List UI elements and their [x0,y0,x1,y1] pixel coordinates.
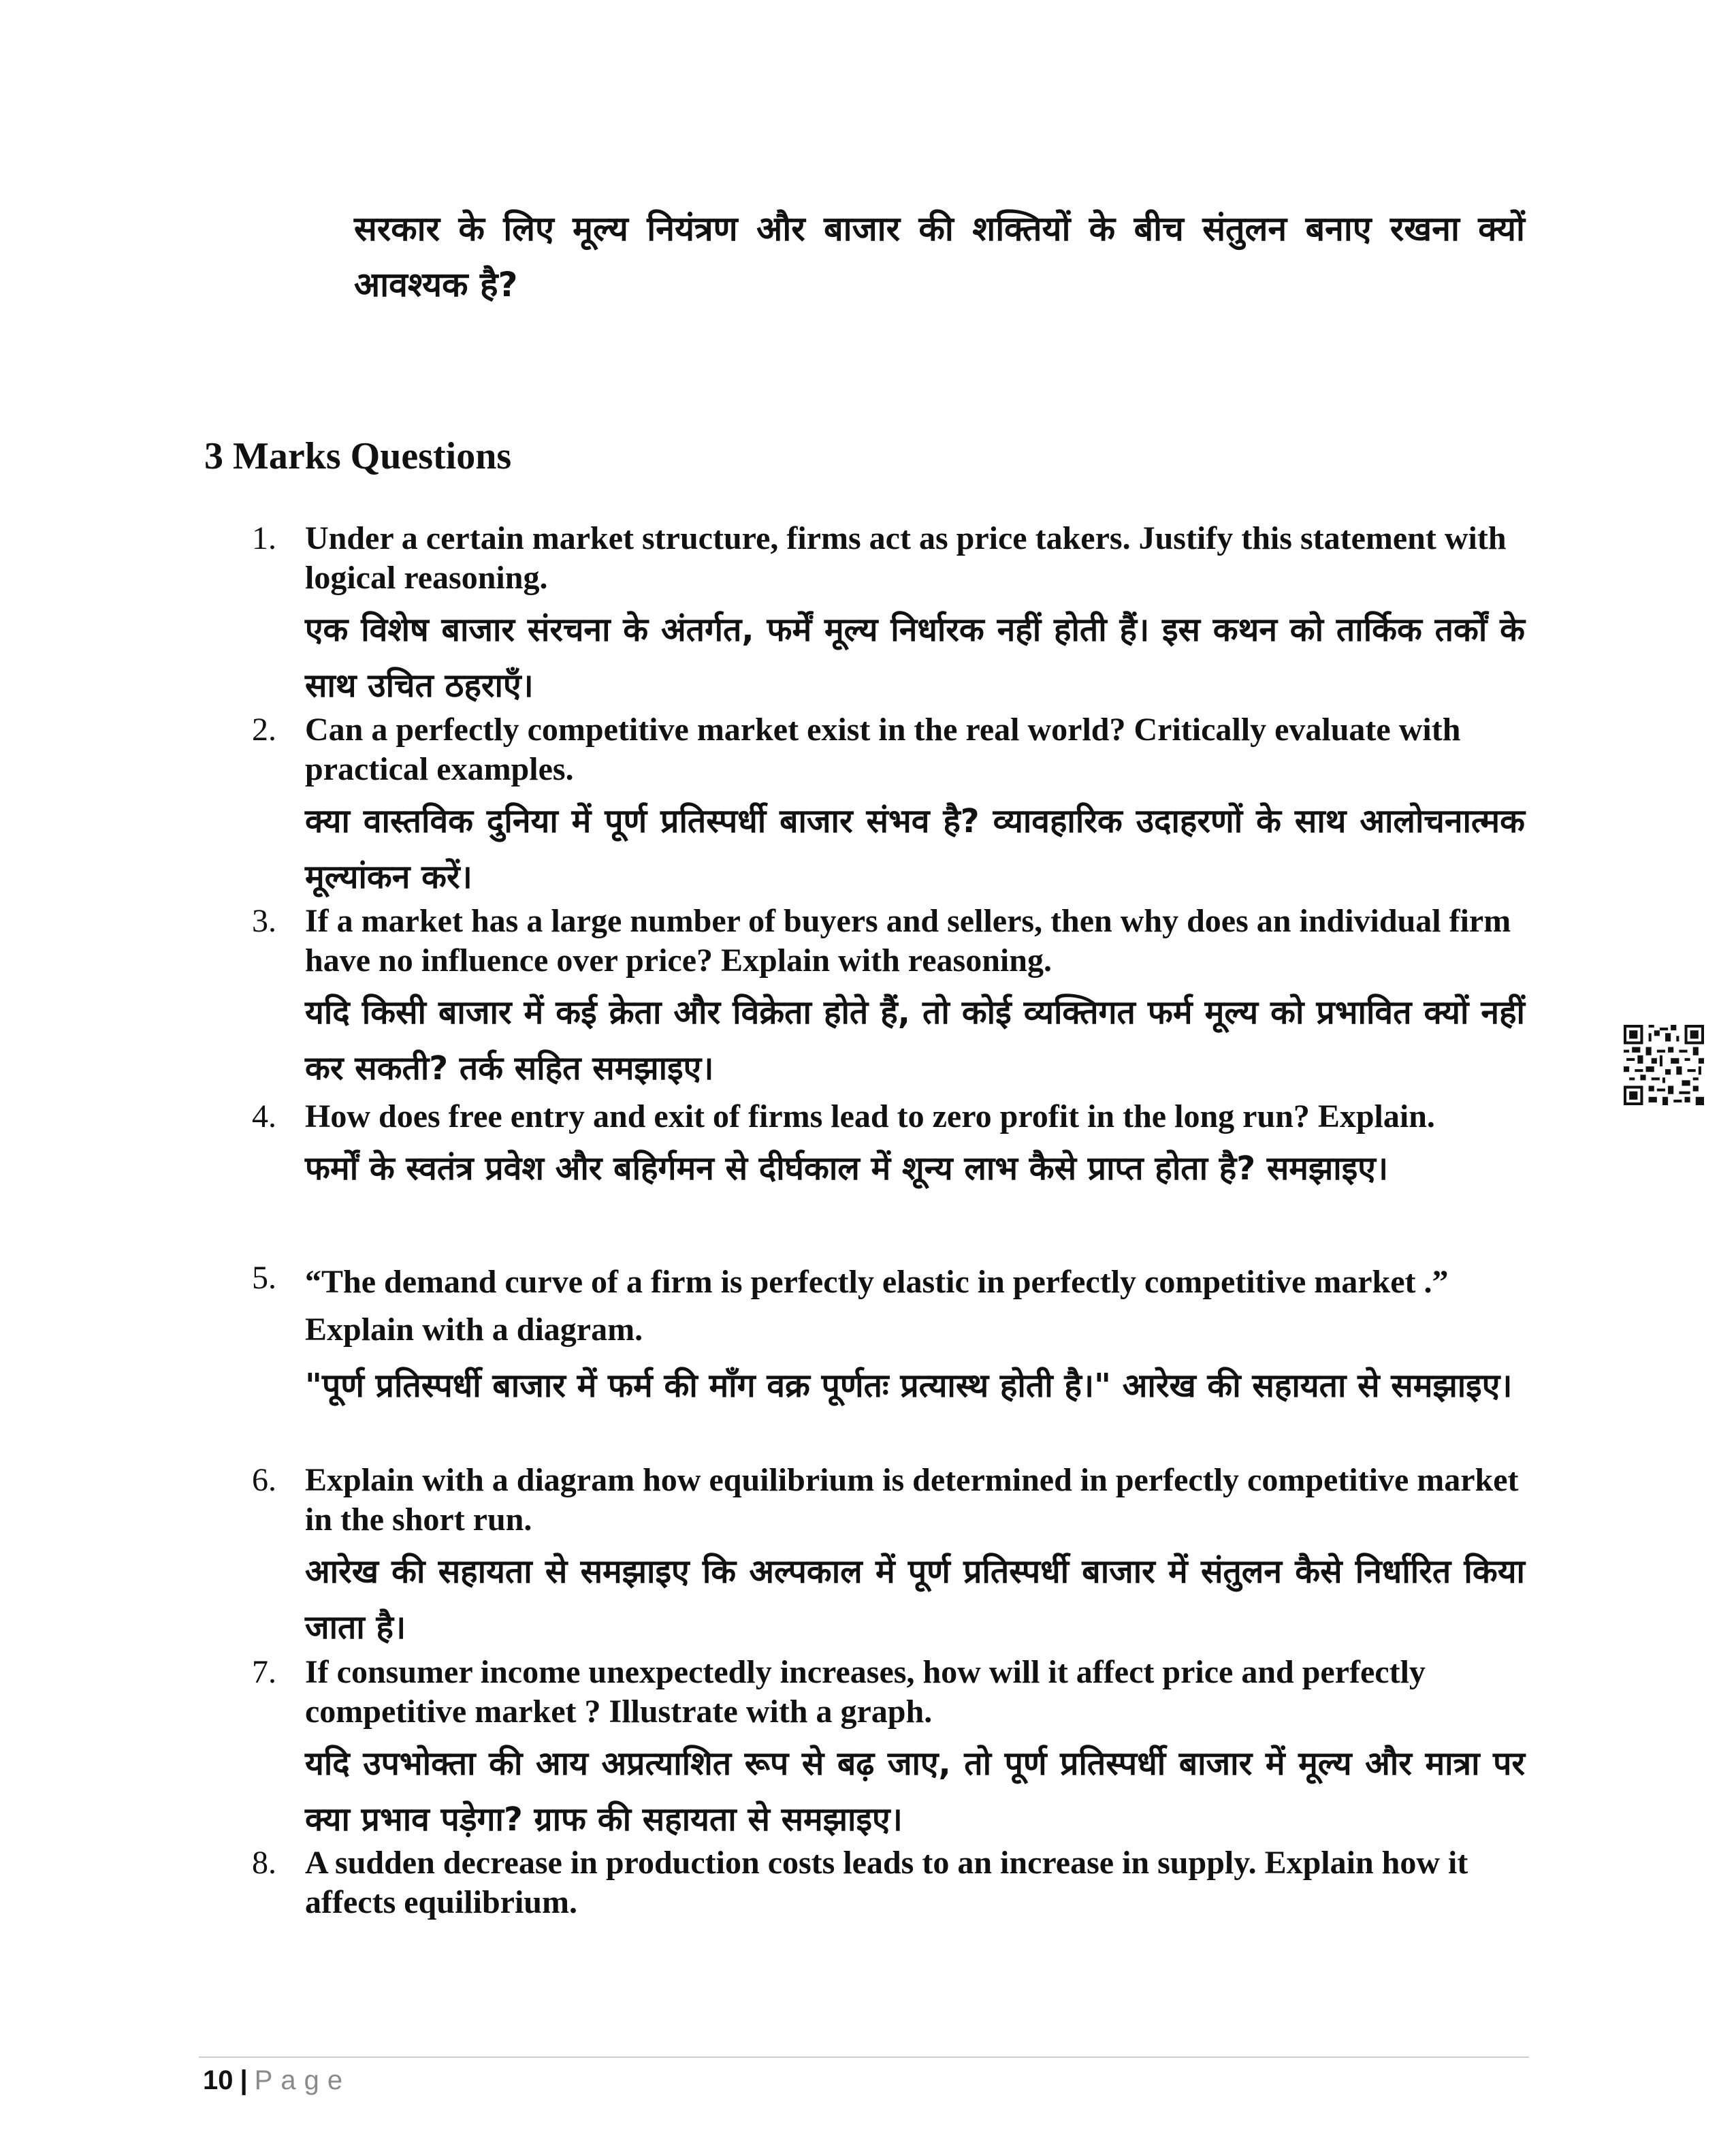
footer-separator: | [240,2065,248,2095]
question-hindi: क्या वास्तविक दुनिया में पूर्ण प्रतिस्पर्धी बाजार संभव है? व्यावहारिक उदाहरणों के साथ आलोचनात्मक मूल्यांकन करें। [305,802,1525,896]
question-number: 4. [252,1098,276,1134]
question-4 [252,1097,1525,1196]
question-hindi: "पूर्ण प्रतिस्पर्धी बाजार में फर्म की माँग वक्र पूर्णतः प्रत्यास्थ होती है।" आरेख की सहायता से समझाइए। [305,1367,1513,1405]
question-number: 6. [252,1462,276,1498]
question-english: Explain with a diagram how equilibrium is determined in perfectly competitive market in the short run. [305,1462,1519,1538]
question-english: If a market has a large number of buyers and sellers, then why does an individual firm have no influence over price? Explain with reasoning. [305,903,1511,979]
question-number: 7. [252,1654,276,1690]
question-number: 2. [252,712,276,748]
page-number: 10 [203,2065,234,2095]
question-hindi: यदि किसी बाजार में कई क्रेता और विक्रेता होते हैं, तो कोई व्यक्तिगत फर्म मूल्य को प्रभावित क्यों नहीं कर सकती? तर्क सहित समझाइए। [305,994,1525,1087]
question-number: 1. [252,520,276,556]
question-english: Can a perfectly competitive market exist in the real world? Critically evaluate with practical examples. [305,712,1461,787]
question-english: A sudden decrease in production costs leads to an increase in supply. Explain how it affects equilibrium. [305,1845,1468,1920]
question-hindi: आरेख की सहायता से समझाइए कि अल्पकाल में पूर्ण प्रतिस्पर्धी बाजार में संतुलन कैसे निर्धारित किया जाता है। [305,1553,1525,1647]
question-7 [252,1653,1525,1847]
section-title: 3 Marks Questions [204,435,512,477]
page-footer [203,2063,351,2097]
question-english: If consumer income unexpectedly increases, how will it affect price and perfectly competitive market ? Illustrate with a graph. [305,1654,1426,1730]
question-hindi: एक विशेष बाजार संरचना के अंतर्गत, फर्में मूल्य निर्धारक नहीं होती हैं। इस कथन को तार्किक तर्कों के साथ उचित ठहराएँ। [305,611,1525,705]
question-english: Under a certain market structure, firms act as price takers. Justify this statement with logical reasoning. [305,520,1507,596]
question-hindi: यदि उपभोक्ता की आय अप्रत्याशित रूप से बढ़ जाए, तो पूर्ण प्रतिस्पर्धी बाजार में मूल्य और मात्रा पर क्या प्रभाव पड़ेगा? ग्राफ की सहायता से समझाइए। [305,1745,1525,1839]
question-2 [252,710,1525,905]
question-8 [252,1843,1525,1922]
question-5 [252,1258,1525,1414]
question-hindi: फर्मों के स्वतंत्र प्रवेश और बहिर्गमन से दीर्घकाल में शून्य लाभ कैसे प्राप्त होता है? समझाइए। [305,1149,1389,1188]
question-1 [252,519,1525,714]
intro-question-hindi: सरकार के लिए मूल्य नियंत्रण और बाजार की शक्तियों के बीच संतुलन बनाए रखना क्यों आवश्यक है? [354,209,1525,304]
question-3 [252,902,1525,1096]
question-number: 5. [252,1260,276,1296]
question-english: How does free entry and exit of firms lead to zero profit in the long run? Explain. [305,1098,1435,1134]
question-number: 3. [252,903,276,939]
page-label: Page [254,2065,351,2095]
question-6 [252,1461,1525,1655]
question-number: 8. [252,1845,276,1881]
question-english: “The demand curve of a firm is perfectly elastic in perfectly competitive market .” Explain with a diagram. [305,1264,1449,1348]
footer-divider [199,2056,1529,2058]
qr-code-icon [1624,1025,1704,1105]
